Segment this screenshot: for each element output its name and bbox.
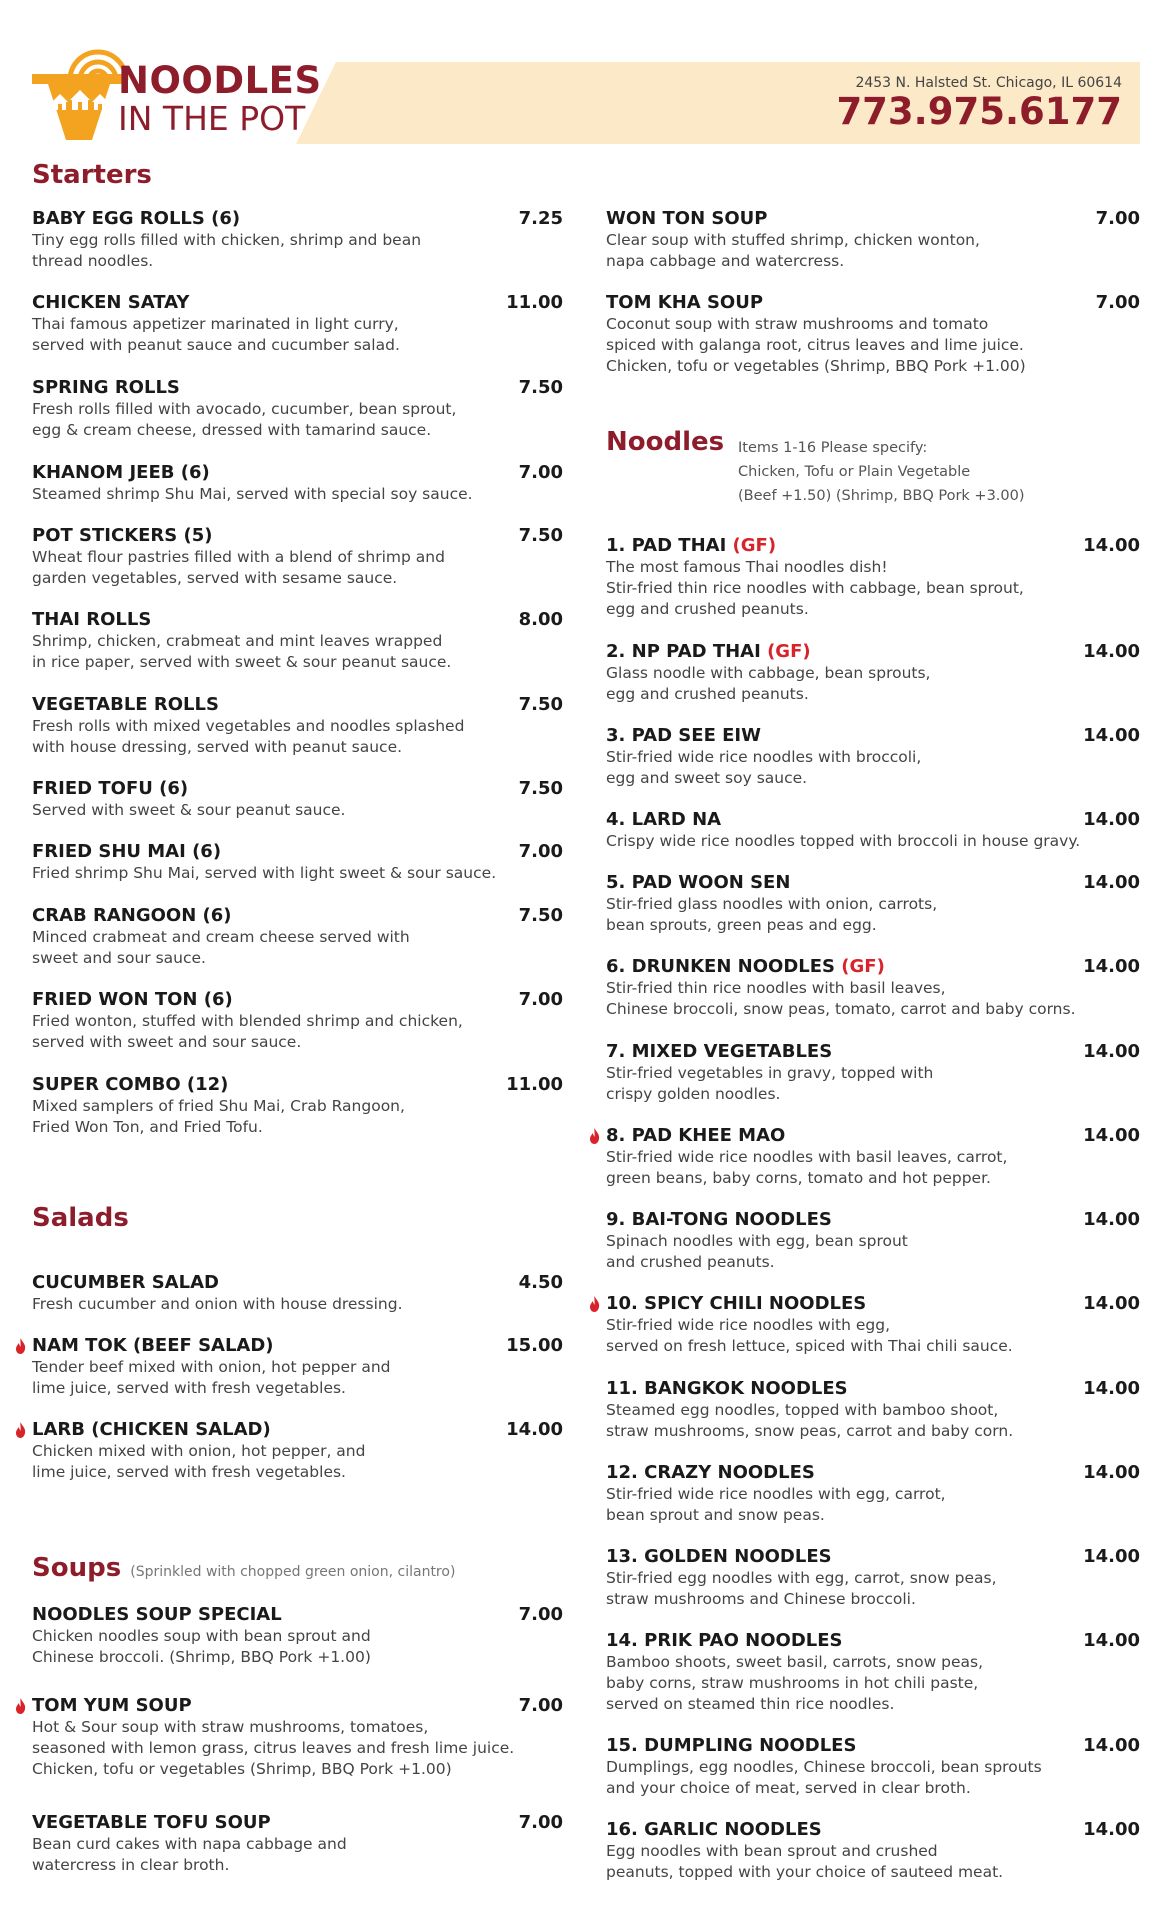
item-name-text: 1. PAD THAI: [606, 535, 727, 556]
item-price: 14.00: [1083, 809, 1140, 830]
item-description: Stir-fried egg noodles with egg, carrot, snow peas, straw mushrooms and Chinese broccoli.: [606, 1569, 997, 1608]
item-name: [606, 1125, 1140, 1147]
section-title-salads: Salads: [32, 1203, 129, 1233]
menu-item: [32, 377, 563, 441]
menu-item: [606, 1293, 1140, 1357]
brand-name-line1: NOODLES: [118, 59, 322, 102]
item-name-text: WON TON SOUP: [606, 208, 768, 229]
menu-item: [32, 525, 563, 589]
menu-item: [32, 1812, 563, 1876]
item-name-text: TOM KHA SOUP: [606, 292, 764, 313]
spicy-pepper-icon: [589, 1128, 600, 1144]
item-name-text: KHANOM JEEB (6): [32, 462, 210, 483]
item-name-text: THAI ROLLS: [32, 609, 152, 630]
item-name-text: 10. SPICY CHILI NOODLES: [606, 1293, 867, 1314]
menu-item: [606, 1546, 1140, 1610]
item-description: Fried shrimp Shu Mai, served with light sweet & sour sauce.: [32, 864, 497, 882]
soups-note: (Sprinkled with chopped green onion, cilantro): [130, 1564, 456, 1580]
item-name: [32, 292, 563, 314]
item-price: 14.00: [1083, 725, 1140, 746]
menu-item: [32, 208, 563, 272]
menu-item: [32, 1335, 563, 1399]
item-name: [32, 1074, 563, 1096]
item-price: 14.00: [1083, 1819, 1140, 1840]
item-price: 7.50: [518, 778, 563, 799]
item-price: 14.00: [1083, 1293, 1140, 1314]
menu-item: [606, 535, 1140, 620]
item-description: Stir-fried thin rice noodles with basil leaves, Chinese broccoli, snow peas, tomato, carrot and baby corns.: [606, 979, 1076, 1018]
menu-item: [606, 208, 1140, 272]
item-description: Fried wonton, stuffed with blended shrimp and chicken, served with sweet and sour sauce.: [32, 1012, 463, 1051]
item-name-text: 5. PAD WOON SEN: [606, 872, 791, 893]
item-name: [606, 1630, 1140, 1652]
item-description: Fresh rolls filled with avocado, cucumber, bean sprout, egg & cream cheese, dressed with tamarind sauce.: [32, 400, 457, 439]
item-name-text: 15. DUMPLING NOODLES: [606, 1735, 857, 1756]
item-description: Chicken mixed with onion, hot pepper, and lime juice, served with fresh vegetables.: [32, 1442, 366, 1481]
item-name: [32, 841, 563, 863]
item-price: 14.00: [1083, 535, 1140, 556]
item-description: Tiny egg rolls filled with chicken, shrimp and bean thread noodles.: [32, 231, 422, 270]
item-name: [606, 292, 1140, 314]
menu-item: [606, 1819, 1140, 1883]
item-price: 7.00: [518, 841, 563, 862]
menu-item: [32, 1272, 563, 1315]
item-description: Chicken noodles soup with bean sprout and Chinese broccoli. (Shrimp, BBQ Pork +1.00): [32, 1627, 371, 1666]
item-description: Stir-fried vegetables in gravy, topped with crispy golden noodles.: [606, 1064, 934, 1103]
item-price: 11.00: [506, 1074, 563, 1095]
item-price: 14.00: [1083, 1378, 1140, 1399]
item-description: Glass noodle with cabbage, bean sprouts, egg and crushed peanuts.: [606, 664, 931, 703]
noodles-note: [738, 436, 1025, 508]
menu-item: [32, 609, 563, 673]
menu-item: [32, 1695, 563, 1780]
item-name: [606, 535, 1140, 557]
item-name-text: 3. PAD SEE EIW: [606, 725, 761, 746]
item-name: [606, 872, 1140, 894]
item-name: [32, 1695, 563, 1717]
menu-item: [32, 694, 563, 758]
item-description: Coconut soup with straw mushrooms and tomato spiced with galanga root, citrus leaves and lime juice. Chicken, tofu or vegetables (Shrimp, BBQ Pork +1.00): [606, 315, 1026, 375]
item-name-text: BABY EGG ROLLS (6): [32, 208, 241, 229]
menu-item: [606, 641, 1140, 705]
section-title-starters: Starters: [32, 160, 152, 190]
item-price: 14.00: [506, 1419, 563, 1440]
item-name-text: 11. BANGKOK NOODLES: [606, 1378, 848, 1399]
item-price: 14.00: [1083, 1630, 1140, 1651]
item-name-text: LARB (CHICKEN SALAD): [32, 1419, 271, 1440]
menu-item: [32, 1419, 563, 1483]
phone-number: 773.975.6177: [836, 90, 1122, 133]
menu-item: [32, 292, 563, 356]
item-name-text: 16. GARLIC NOODLES: [606, 1819, 822, 1840]
item-price: 15.00: [506, 1335, 563, 1356]
item-description: Stir-fried wide rice noodles with basil leaves, carrot, green beans, baby corns, tomato and hot pepper.: [606, 1148, 1008, 1187]
item-price: 7.00: [518, 1604, 563, 1625]
item-name: [32, 1604, 563, 1626]
item-name-text: 8. PAD KHEE MAO: [606, 1125, 786, 1146]
menu-item: [606, 1125, 1140, 1189]
item-description: Stir-fried wide rice noodles with broccoli, egg and sweet soy sauce.: [606, 748, 922, 787]
gluten-free-badge: (GF): [726, 535, 777, 556]
item-description: Bean curd cakes with napa cabbage and watercress in clear broth.: [32, 1835, 347, 1874]
noodles-note-line3: (Beef +1.50) (Shrimp, BBQ Pork +3.00): [738, 488, 1025, 504]
item-price: 14.00: [1083, 1041, 1140, 1062]
item-name-text: SPRING ROLLS: [32, 377, 180, 398]
item-price: 14.00: [1083, 1125, 1140, 1146]
menu-item: [606, 809, 1140, 852]
noodles-note-line2: Chicken, Tofu or Plain Vegetable: [738, 464, 971, 480]
item-name: [32, 989, 563, 1011]
item-description: Wheat flour pastries filled with a blend of shrimp and garden vegetables, served with sesame sauce.: [32, 548, 445, 587]
address: 2453 N. Halsted St. Chicago, IL 60614: [855, 75, 1122, 91]
item-description: Minced crabmeat and cream cheese served with sweet and sour sauce.: [32, 928, 410, 967]
item-price: 14.00: [1083, 1735, 1140, 1756]
menu-item: [606, 872, 1140, 936]
menu-item: [32, 841, 563, 884]
item-description: Fresh rolls with mixed vegetables and noodles splashed with house dressing, served with peanut sauce.: [32, 717, 465, 756]
item-name-text: 7. MIXED VEGETABLES: [606, 1041, 833, 1062]
menu-item: [606, 1041, 1140, 1105]
item-name: [32, 1335, 563, 1357]
menu-item: [32, 462, 563, 505]
item-name-text: 2. NP PAD THAI: [606, 641, 761, 662]
item-name: [606, 1293, 1140, 1315]
item-name: [606, 1546, 1140, 1568]
item-price: 7.00: [518, 989, 563, 1010]
item-name: [32, 1419, 563, 1441]
item-price: 7.00: [1095, 208, 1140, 229]
item-name-text: CRAB RANGOON (6): [32, 905, 232, 926]
section-title-noodles: Noodles: [606, 427, 725, 457]
menu-item: [32, 778, 563, 821]
item-description: Stir-fried glass noodles with onion, carrots, bean sprouts, green peas and egg.: [606, 895, 938, 934]
item-name-text: 12. CRAZY NOODLES: [606, 1462, 815, 1483]
menu-item: [606, 956, 1140, 1020]
item-name: [606, 1209, 1140, 1231]
item-name-text: NOODLES SOUP SPECIAL: [32, 1604, 282, 1625]
item-description: Mixed samplers of fried Shu Mai, Crab Rangoon, Fried Won Ton, and Fried Tofu.: [32, 1097, 405, 1136]
item-name-text: FRIED TOFU (6): [32, 778, 189, 799]
brand-name-line2: IN THE POT: [118, 99, 306, 138]
item-name: [32, 905, 563, 927]
item-description: Served with sweet & sour peanut sauce.: [32, 801, 346, 819]
menu-item: [32, 989, 563, 1053]
item-description: Thai famous appetizer marinated in light curry, served with peanut sauce and cucumber salad.: [32, 315, 400, 354]
item-name-text: TOM YUM SOUP: [32, 1695, 192, 1716]
item-name: [606, 1041, 1140, 1063]
item-description: Stir-fried wide rice noodles with egg, served on fresh lettuce, spiced with Thai chili sauce.: [606, 1316, 1013, 1355]
item-price: 7.00: [518, 1812, 563, 1833]
item-name-text: 6. DRUNKEN NOODLES: [606, 956, 836, 977]
item-name: [606, 809, 1140, 831]
item-name-text: VEGETABLE ROLLS: [32, 694, 219, 715]
item-price: 14.00: [1083, 1462, 1140, 1483]
item-name: [606, 725, 1140, 747]
item-name-text: FRIED SHU MAI (6): [32, 841, 222, 862]
item-name: [32, 208, 563, 230]
section-title-soups: [32, 1555, 455, 1581]
menu-item: [606, 1735, 1140, 1799]
item-price: 7.50: [518, 377, 563, 398]
gluten-free-badge: (GF): [760, 641, 811, 662]
item-description: Crispy wide rice noodles topped with broccoli in house gravy.: [606, 832, 1081, 850]
item-name: [32, 1812, 563, 1834]
spicy-pepper-icon: [15, 1422, 26, 1438]
item-description: Stir-fried wide rice noodles with egg, carrot, bean sprout and snow peas.: [606, 1485, 946, 1524]
item-name: [606, 956, 1140, 978]
spicy-pepper-icon: [589, 1296, 600, 1312]
menu-item: [606, 1378, 1140, 1442]
menu-item: [606, 725, 1140, 789]
menu-item: [32, 905, 563, 969]
item-price: 7.50: [518, 905, 563, 926]
item-price: 14.00: [1083, 956, 1140, 977]
item-name-text: FRIED WON TON (6): [32, 989, 233, 1010]
spicy-pepper-icon: [15, 1698, 26, 1714]
item-name: [606, 1735, 1140, 1757]
item-name-text: 14. PRIK PAO NOODLES: [606, 1630, 843, 1651]
item-name-text: VEGETABLE TOFU SOUP: [32, 1812, 271, 1833]
item-name: [32, 377, 563, 399]
item-name: [606, 1819, 1140, 1841]
item-price: 14.00: [1083, 1546, 1140, 1567]
menu-item: [606, 1462, 1140, 1526]
item-description: Shrimp, chicken, crabmeat and mint leaves wrapped in rice paper, served with sweet & sour peanut sauce.: [32, 632, 452, 671]
item-description: Steamed shrimp Shu Mai, served with special soy sauce.: [32, 485, 473, 503]
item-description: Spinach noodles with egg, bean sprout and crushed peanuts.: [606, 1232, 908, 1271]
item-description: Clear soup with stuffed shrimp, chicken wonton, napa cabbage and watercress.: [606, 231, 980, 270]
item-name-text: 13. GOLDEN NOODLES: [606, 1546, 832, 1567]
item-price: 4.50: [518, 1272, 563, 1293]
item-name: [32, 609, 563, 631]
item-price: 11.00: [506, 292, 563, 313]
item-name-text: 4. LARD NA: [606, 809, 722, 830]
gluten-free-badge: (GF): [835, 956, 885, 977]
item-name: [32, 525, 563, 547]
item-description: Bamboo shoots, sweet basil, carrots, snow peas, baby corns, straw mushrooms in hot chili paste, served on steamed thin rice noodles.: [606, 1653, 984, 1713]
menu-item: [606, 292, 1140, 377]
item-price: 7.00: [518, 462, 563, 483]
item-price: 7.25: [518, 208, 563, 229]
item-description: Hot & Sour soup with straw mushrooms, tomatoes, seasoned with lemon grass, citrus leaves and fresh lime juice. Chicken, tofu or vegetables (Shrimp, BBQ Pork +1.00): [32, 1718, 515, 1778]
item-description: Steamed egg noodles, topped with bamboo shoot, straw mushrooms, snow peas, carrot and baby corn.: [606, 1401, 1014, 1440]
menu-item: [606, 1630, 1140, 1715]
item-price: 7.00: [1095, 292, 1140, 313]
menu-item: [32, 1604, 563, 1668]
item-description: Egg noodles with bean sprout and crushed peanuts, topped with your choice of sauteed meat.: [606, 1842, 1004, 1881]
item-name: [32, 462, 563, 484]
item-name: [32, 1272, 563, 1294]
item-name: [606, 208, 1140, 230]
menu-item: [606, 1209, 1140, 1273]
item-price: 7.50: [518, 525, 563, 546]
item-name: [32, 694, 563, 716]
item-price: 14.00: [1083, 872, 1140, 893]
spicy-pepper-icon: [15, 1338, 26, 1354]
item-price: 7.50: [518, 694, 563, 715]
item-name-text: CHICKEN SATAY: [32, 292, 190, 313]
item-description: Fresh cucumber and onion with house dressing.: [32, 1295, 403, 1313]
item-name-text: 9. BAI-TONG NOODLES: [606, 1209, 832, 1230]
item-name-text: CUCUMBER SALAD: [32, 1272, 219, 1293]
noodles-note-line1: Items 1-16 Please specify:: [738, 440, 928, 456]
item-price: 7.00: [518, 1695, 563, 1716]
item-name-text: NAM TOK (BEEF SALAD): [32, 1335, 274, 1356]
item-price: 8.00: [518, 609, 563, 630]
item-name-text: POT STICKERS (5): [32, 525, 213, 546]
item-name: [606, 641, 1140, 663]
item-description: Tender beef mixed with onion, hot pepper and lime juice, served with fresh vegetables.: [32, 1358, 391, 1397]
item-name: [606, 1378, 1140, 1400]
item-name: [32, 778, 563, 800]
item-description: The most famous Thai noodles dish! Stir-fried thin rice noodles with cabbage, bean sprout, egg and crushed peanuts.: [606, 558, 1024, 618]
menu-item: [32, 1074, 563, 1138]
item-description: Dumplings, egg noodles, Chinese broccoli, bean sprouts and your choice of meat, served in clear broth.: [606, 1758, 1042, 1797]
item-name: [606, 1462, 1140, 1484]
item-name-text: SUPER COMBO (12): [32, 1074, 229, 1095]
item-price: 14.00: [1083, 1209, 1140, 1230]
soups-title: Soups: [32, 1553, 122, 1583]
item-price: 14.00: [1083, 641, 1140, 662]
